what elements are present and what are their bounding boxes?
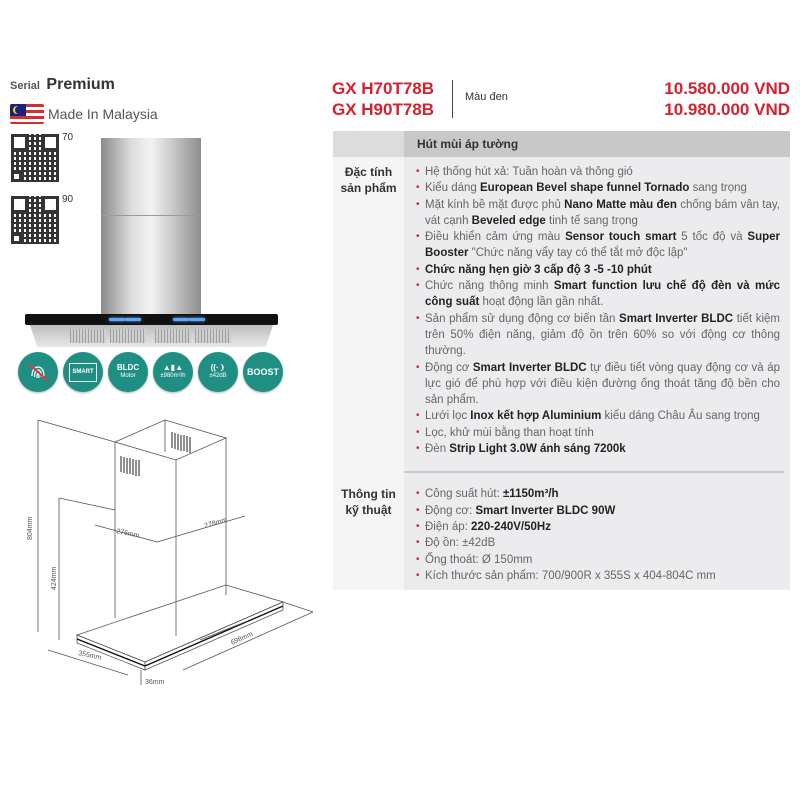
- dimension-diagram: [0, 400, 330, 690]
- hood-control-panel: [25, 314, 278, 325]
- model-70: GX H70T78B: [332, 79, 435, 98]
- origin-text: Made In Malaysia: [48, 106, 158, 122]
- origin: [10, 104, 158, 124]
- list-item: • Ống thoát: Ø 150mm: [416, 552, 780, 568]
- list-item: • Động cơ: Smart Inverter BLDC 90W: [416, 503, 780, 519]
- qr-code-90[interactable]: [10, 195, 60, 245]
- features-list: [404, 157, 790, 463]
- list-item: • Chức năng thông minh Smart function lưu chế độ đèn và mức công suất hoạt động lần gần nhất.: [416, 278, 780, 311]
- technical-drawing: [0, 400, 330, 690]
- list-item: • Hệ thống hút xả: Tuần hoàn và thông gió: [416, 164, 780, 180]
- prices: [664, 78, 790, 120]
- svg-text:355mm: 355mm: [77, 650, 102, 662]
- list-item: • Động cơ Smart Inverter BLDC tự điều tiết vòng quay động cơ và áp lực gió để phù hợp với điều kiện đường ống thoát tăng độ bền cho sản phẩm.: [416, 360, 780, 409]
- spec-table: [333, 131, 790, 590]
- color-label: Màu đen: [465, 91, 508, 103]
- qr-code-70[interactable]: [10, 133, 60, 183]
- smart-chip-icon: SMART: [63, 352, 103, 392]
- technical-list: [404, 479, 790, 590]
- model-90: GX H90T78B: [332, 100, 435, 119]
- series-title: [10, 76, 115, 94]
- svg-text:698mm: 698mm: [229, 630, 255, 647]
- hood-chimney: [101, 138, 201, 316]
- hood-base: [30, 325, 273, 347]
- list-item: • Kiểu dáng European Bevel shape funnel Tornado sang trọng: [416, 180, 780, 196]
- technical-section-label: Thông tin kỹ thuật: [333, 479, 404, 590]
- malaysia-flag-icon: [10, 104, 44, 124]
- list-item: • Kích thước sản phẩm: 700/900R x 355S x 404-804C mm: [416, 568, 780, 584]
- anti-fingerprint-icon: [18, 352, 58, 392]
- list-item: • Độ ồn: ±42dB: [416, 535, 780, 551]
- bldc-motor-icon: BLDC Motor: [108, 352, 148, 392]
- spec-table-title: Hút mùi áp tường: [417, 137, 519, 151]
- model-names: [332, 78, 434, 120]
- svg-text:804mm: 804mm: [27, 516, 34, 540]
- list-item: • Đèn Strip Light 3.0W ánh sáng 7200k: [416, 441, 780, 457]
- list-item: • Chức năng hẹn giờ 3 cấp độ 3 -5 -10 phút: [416, 262, 780, 278]
- svg-text:276mm: 276mm: [115, 528, 140, 540]
- svg-text:36mm: 36mm: [145, 679, 165, 686]
- price-90: 10.980.000 VND: [664, 100, 790, 119]
- technical-section: [333, 479, 790, 590]
- svg-text:424mm: 424mm: [51, 566, 58, 590]
- list-item: • Lưới lọc Inox kết hợp Aluminium kiểu dáng Châu Âu sang trọng: [416, 408, 780, 424]
- list-item: • Điện áp: 220-240V/50Hz: [416, 519, 780, 535]
- series-prefix: Serial: [10, 80, 40, 92]
- feature-icons: [18, 352, 283, 392]
- spec-table-header: [333, 131, 790, 157]
- list-item: • Lọc, khử mùi bằng than hoạt tính: [416, 425, 780, 441]
- features-section-label: Đặc tính sản phẩm: [333, 157, 404, 463]
- qr-label-70: 70: [62, 132, 74, 143]
- boost-icon: BOOST: [243, 352, 283, 392]
- svg-text:278mm: 278mm: [203, 516, 228, 530]
- section-divider: [333, 463, 790, 479]
- suction-power-icon: ▲▮▲ ±980m³/h: [153, 352, 193, 392]
- list-item: • Sản phẩm sử dụng động cơ biến tần Smart Inverter BLDC tiết kiệm trên 50% điện năng, giảm độ ồn trên 60% so với động cơ thông thường.: [416, 311, 780, 360]
- header-divider: [452, 80, 453, 118]
- features-section: [333, 157, 790, 463]
- series-name: Premium: [46, 76, 115, 93]
- list-item: • Công suất hút: ±1150m³/h: [416, 486, 780, 502]
- noise-level-icon: ((·❩ ±42dB: [198, 352, 238, 392]
- price-70: 10.580.000 VND: [664, 79, 790, 98]
- list-item: • Điều khiển cảm ứng màu Sensor touch smart 5 tốc độ và Super Booster "Chức năng vẩy tay có thể tắt mở độc lập": [416, 229, 780, 262]
- qr-label-90: 90: [62, 194, 74, 205]
- list-item: • Mặt kính bề mặt được phủ Nano Matte màu đen chống bám vân tay, vát cạnh Beveled edge tinh tế sang trọng: [416, 197, 780, 230]
